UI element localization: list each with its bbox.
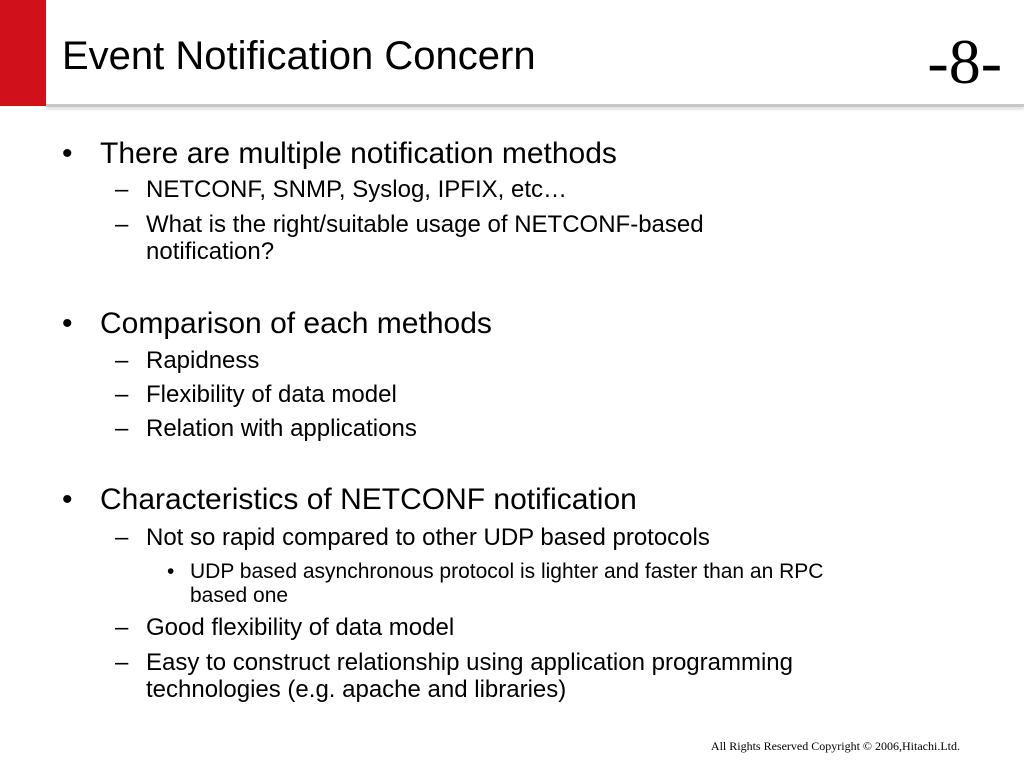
dash-marker: – [115,176,129,203]
sub-item-text: Rapidness [146,347,260,374]
sub-item-text: NETCONF, SNMP, Syslog, IPFIX, etc… [146,176,567,203]
sub-bullet-marker: • [167,560,175,583]
sub-item-text: Flexibility of data model [146,381,397,408]
dash-marker: – [115,614,129,641]
dash-marker: – [115,347,129,374]
bullet-text: There are multiple notification methods [100,137,617,170]
copyright-footer: All Rights Reserved Copyright © 2006,Hitachi.Ltd. [710,739,960,753]
sub-sub-item-text-line-1: UDP based asynchronous protocol is lighter and faster than an RPC [190,560,824,583]
sub-item-text-line-1: What is the right/suitable usage of NETCONF-based [146,211,704,238]
sub-item-text: Relation with applications [146,415,417,442]
bullet-marker: • [62,307,73,340]
dash-marker: – [115,211,129,238]
slide-title: Event Notification Concern [62,34,536,78]
dash-marker: – [115,415,129,442]
page-number: -8- [927,26,1002,97]
dash-marker: – [115,649,129,676]
bullet-marker: • [62,137,73,170]
bullet-marker: • [62,483,73,516]
bullet-text: Characteristics of NETCONF notification [100,483,637,516]
sub-item-text: Good flexibility of data model [146,614,455,641]
sub-item-text-line-1: Easy to construct relationship using application programming [146,649,794,676]
dash-marker: – [115,381,129,408]
sub-item-text: Not so rapid compared to other UDP based protocols [146,524,710,551]
sub-item-text-line-2: notification? [146,238,275,265]
sub-sub-item-text-line-2: based one [190,584,289,607]
dash-marker: – [115,524,129,551]
bullet-text: Comparison of each methods [100,307,492,340]
sub-item-text-line-2: technologies (e.g. apache and libraries) [146,676,567,703]
